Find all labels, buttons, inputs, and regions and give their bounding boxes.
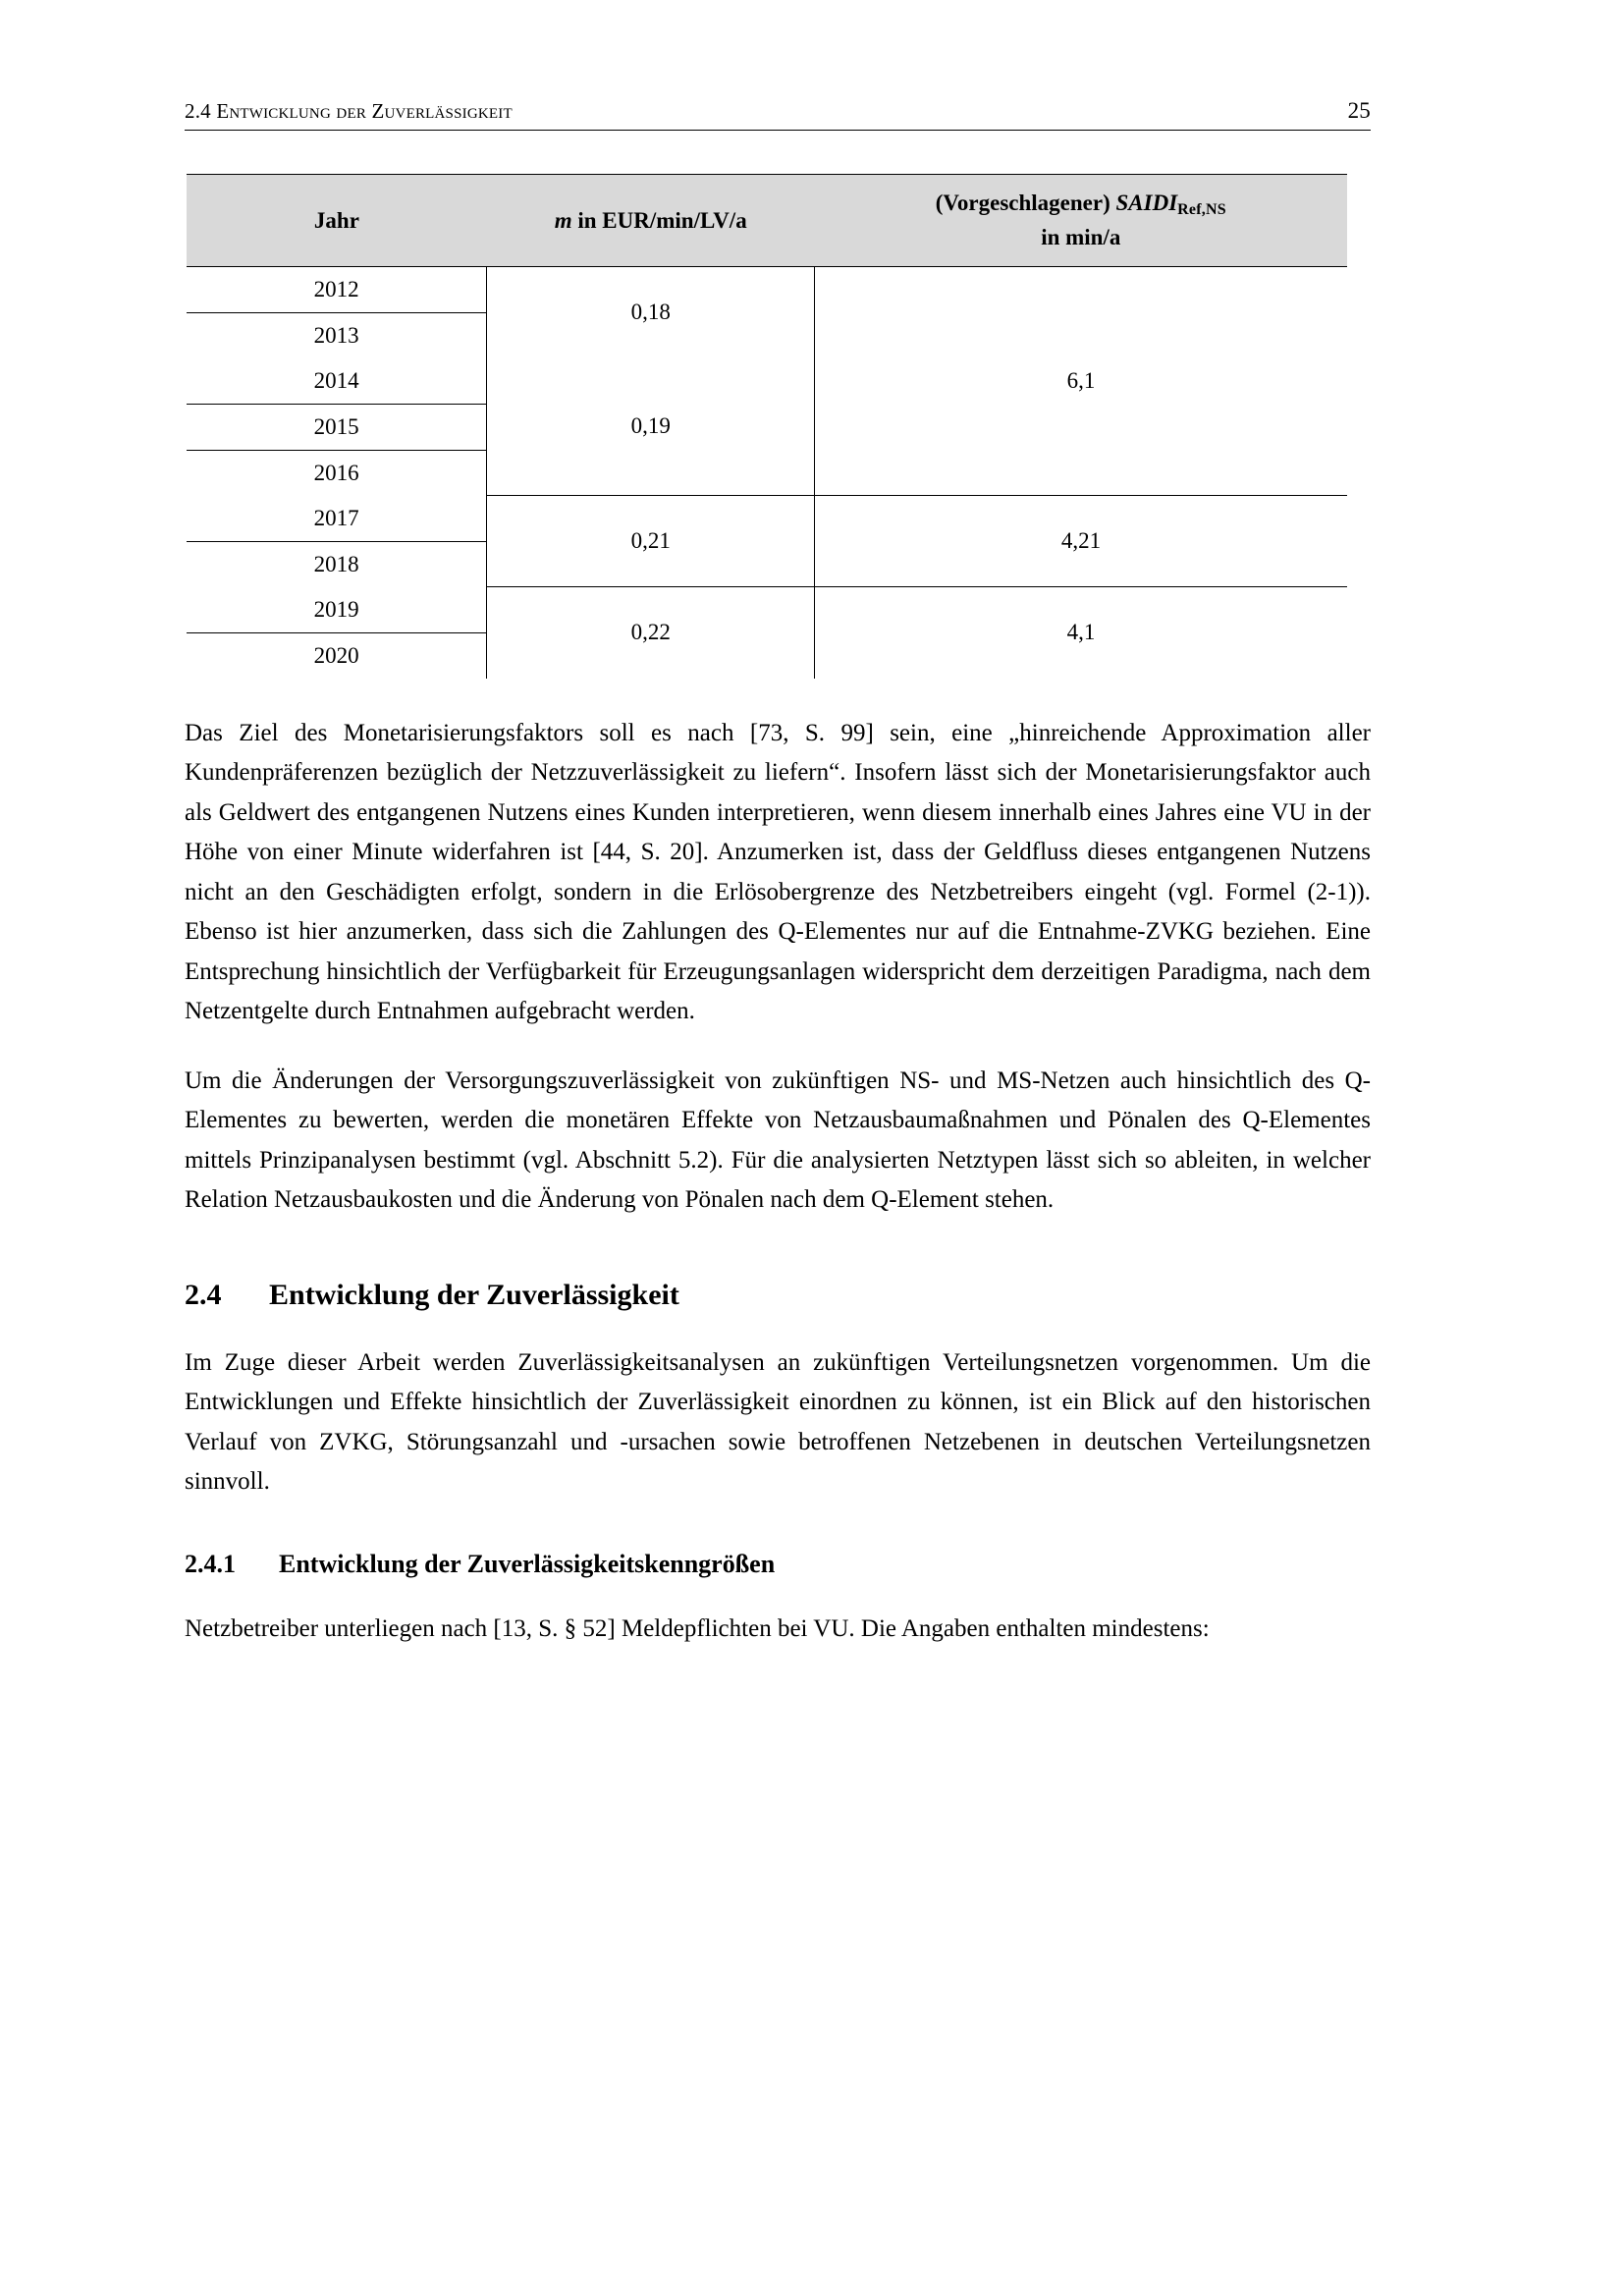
- column-header-jahr: Jahr: [187, 175, 487, 267]
- cell-m-value: 0,19: [487, 358, 815, 496]
- table-header-row: [187, 175, 1347, 267]
- section-heading-number: 2.4: [185, 1278, 222, 1311]
- column-header-m: [487, 175, 815, 267]
- table-row: [187, 496, 1347, 542]
- column-header-saidi-prefix: (Vorgeschlagener): [935, 191, 1116, 215]
- cell-year: 2019: [187, 587, 487, 633]
- cell-saidi-value: 6,1: [815, 266, 1347, 496]
- column-header-saidi: [815, 175, 1347, 267]
- paragraph-netzbetreiber: Netzbetreiber unterliegen nach [13, S. § 52] Meldepflichten bei VU. Die Angaben enthalten mindestens:: [185, 1615, 1210, 1643]
- cell-saidi-value: 4,21: [815, 496, 1347, 587]
- page-number: 25: [1347, 98, 1371, 123]
- cell-m-value: 0,22: [487, 587, 815, 679]
- cell-year: 2020: [313, 642, 359, 668]
- cell-year: 2016: [313, 460, 359, 485]
- header-section-title: Entwicklung der Zuverlässigkeit: [216, 99, 513, 123]
- cell-m-value: 0,18: [487, 266, 815, 358]
- column-header-saidi-symbol: SAIDI: [1115, 191, 1178, 215]
- section-heading: [185, 1276, 1371, 1314]
- table-row: [187, 266, 1347, 312]
- cell-m-value: 0,21: [487, 496, 815, 587]
- paragraph-zuverlaessigkeitsanalysen: Im Zuge dieser Arbeit werden Zuverlässigkeitsanalysen an zukünftigen Verteilungsnetzen vorgenommen. Um die Entwicklungen und Effekte hinsichtlich der Zuverlässigkeit einordnen zu können, ist ein Blick auf den historischen Verlauf von ZVKG, Störungsanzahl und -ursachen sowie betroffenen Netzebenen in deutschen Verteilungsnetzen sinnvoll.: [185, 1348, 1371, 1496]
- header-title: [185, 99, 513, 124]
- column-header-saidi-unit: in min/a: [1041, 225, 1121, 250]
- paragraph-monetarisierungsfaktor: Das Ziel des Monetarisierungsfaktors soll es nach [73, S. 99] sein, eine „hinreichende Approximation aller Kundenpräferenzen bezüglich der Netzzuverlässigkeit zu liefern“. Insofern lässt sich der Monetarisierungsfaktor auch als Geldwert des entgangenen Nutzens eines Kunden interpretieren, wenn diesem innerhalb eines Jahres eine VU in der Höhe von einer Minute widerfahren ist [44, S. 20]. Anzumerken ist, dass der Geldfluss dieses entgangenen Nutzens nicht an den Geschädigten erfolgt, sondern in die Erlösobergrenze des Netzbetreibers eingeht (vgl. Formel (2-1)). Ebenso ist hier anzumerken, dass sich die Zahlungen des Q-Elementes nur auf die Entnahme-ZVKG beziehen. Eine Entsprechung hinsichtlich der Verfügbarkeit für Erzeugungsanlagen widerspricht dem derzeitigen Paradigma, nach dem Netzentgelte durch Entnahmen aufgebracht werden.: [185, 719, 1371, 1025]
- cell-year: 2014: [187, 358, 487, 405]
- table-row: [187, 587, 1347, 633]
- cell-year: 2012: [187, 266, 487, 312]
- column-header-saidi-subscript: Ref,NS: [1177, 201, 1226, 218]
- page-content: [185, 98, 1371, 1650]
- cell-year: 2015: [187, 404, 487, 450]
- cell-year: 2018: [313, 551, 359, 576]
- cell-saidi-value: 4,1: [1066, 620, 1096, 645]
- header-section-number: 2.4: [185, 99, 211, 123]
- column-header-m-unit: in EUR/min/LV/a: [571, 207, 747, 233]
- subsection-heading-title: Entwicklung der Zuverlässigkeitskenngrößen: [279, 1549, 776, 1578]
- section-heading-title: Entwicklung der Zuverlässigkeit: [269, 1278, 679, 1311]
- paragraph-aenderungen: Um die Änderungen der Versorgungszuverlässigkeit von zukünftigen NS- und MS-Netzen auch hinsichtlich des Q-Elementes zu bewerten, werden die monetären Effekte von Netzausbaumaßnahmen und Pönalen des Q-Elementes mittels Prinzipanalysen bestimmt (vgl. Abschnitt 5.2). Für die analysierten Netztypen lässt sich so ableiten, in welcher Relation Netzausbaukosten und die Änderung von Pönalen nach dem Q-Element stehen.: [185, 1066, 1371, 1214]
- cell-year: 2013: [313, 322, 359, 348]
- subsection-heading-number: 2.4.1: [185, 1549, 236, 1578]
- running-header: [185, 98, 1371, 131]
- column-header-m-symbol: m: [554, 207, 572, 233]
- saidi-table: [187, 174, 1347, 679]
- subsection-heading: [185, 1548, 1371, 1581]
- cell-year: 2017: [187, 496, 487, 542]
